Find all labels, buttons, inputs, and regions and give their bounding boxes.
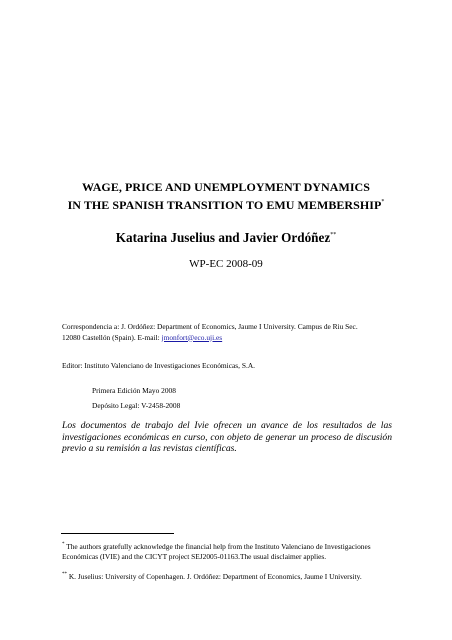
correspondence-address: 12080 Castellón (Spain). E-mail: (62, 332, 162, 342)
ivie-disclaimer (62, 420, 392, 455)
title-line-1: WAGE, PRICE AND UNEMPLOYMENT DYNAMICS (82, 180, 370, 194)
paper-authors (0, 227, 452, 246)
editor-line: Editor: Instituto Valenciano de Investigaciones Económicas, S.A. (62, 361, 256, 370)
footnote-2-text-1: K. Juselius: University of Copenhagen. J. Ordóñez: Department of Economics, Jaume I University. (67, 572, 362, 581)
edition-line: Primera Edición Mayo 2008 (92, 386, 176, 395)
footnote-1-marker: * (62, 542, 65, 547)
disclaimer-line-2: investigaciones económicas en curso, con objeto de generar un proceso de discusión (62, 431, 392, 443)
footnote-1 (62, 540, 392, 562)
correspondence-line-2 (62, 333, 392, 344)
email-link[interactable]: jmonfort@eco.uji.es (161, 332, 223, 342)
correspondence-line-1: Correspondencia a: J. Ordóñez: Department of Economics, Jaume I University. Campus de Riu Sec. (62, 322, 358, 331)
deposit-line: Depósito Legal: V-2458-2008 (92, 401, 181, 410)
footnote-1-line-1 (62, 540, 392, 552)
footnote-2-line-1 (62, 570, 392, 582)
title-line-2 (0, 195, 452, 213)
authors-footnote-marker: ** (330, 232, 337, 238)
paper-title (0, 180, 452, 213)
disclaimer-line-3: previo a su remisión a las revistas científicas. (62, 443, 237, 455)
correspondence-block (62, 322, 392, 343)
authors-text: Katarina Juselius and Javier Ordóñez (115, 230, 331, 245)
footnote-separator (61, 533, 174, 534)
footnote-1-text-1: The authors gratefully acknowledge the financial help from the Instituto Valenciano de Investigaciones (64, 542, 371, 551)
footnote-2 (62, 570, 392, 582)
footnote-1-line-2: Económicas (IVIE) and the CICYT project SEJ2005-01163.The usual disclaimer applies. (62, 552, 327, 561)
title-line-2-text: IN THE SPANISH TRANSITION TO EMU MEMBERSHIP (67, 198, 382, 212)
footnote-2-marker: ** (62, 572, 67, 577)
working-paper-number: WP-EC 2008-09 (189, 258, 263, 270)
title-footnote-marker: * (381, 199, 385, 205)
disclaimer-line-1: Los documentos de trabajo del Ivie ofrecen un avance de los resultados de las (62, 420, 392, 431)
